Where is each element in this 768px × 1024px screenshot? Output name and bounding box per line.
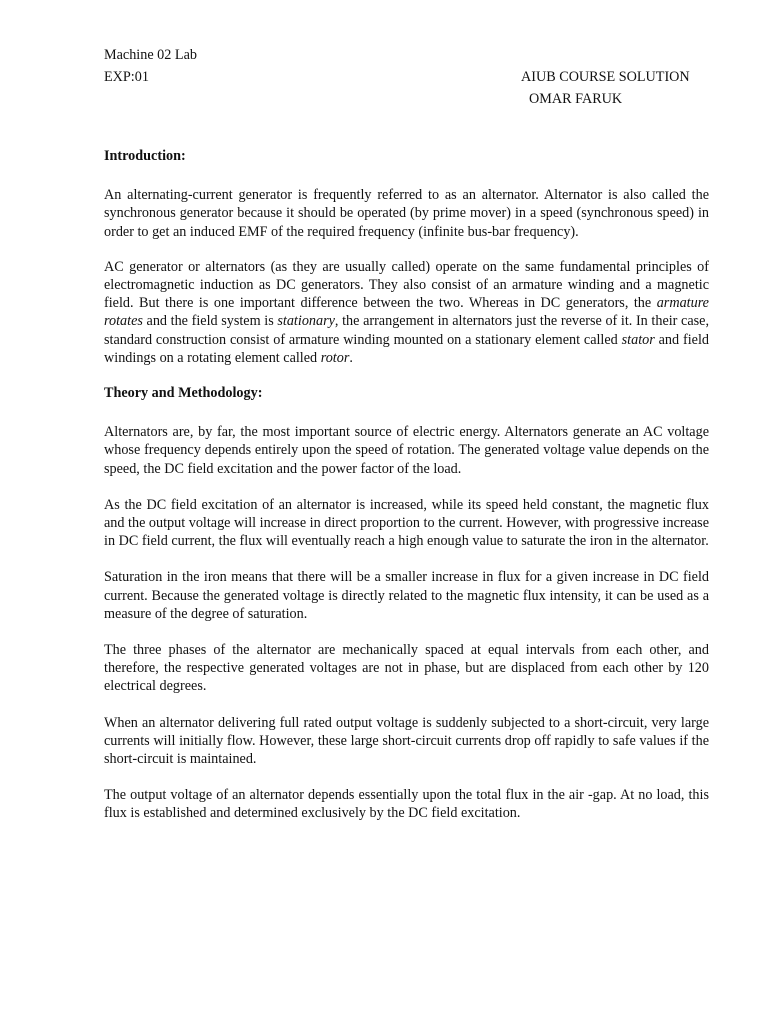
author-name: OMAR FARUK [529, 91, 623, 107]
introduction-paragraph-2 [104, 258, 709, 367]
theory-paragraph-5: When an alternator delivering full rated output voltage is suddenly subjected to a short-circuit, very large currents will initially flow. However, these large short-circuit currents drop off rapidly to safe values if the short-circuit is maintained. [104, 714, 709, 768]
emphasis-rotor: rotor [320, 349, 350, 366]
theory-paragraph-6: The output voltage of an alternator depends essentially upon the total flux in the air -gap. At no load, this flux is established and determined exclusively by the DC field excitation. [104, 787, 709, 822]
paragraph-text: AC generator or alternators (as they are usually called) operate on the same fundamental principles of electromagnetic induction as DC generators. They also consist of an armature winding and a magnetic field. But there is one important difference between the two. Whereas in DC generators, the [104, 258, 709, 312]
paragraph-text: . [349, 349, 353, 366]
theory-paragraph-2: As the DC field excitation of an alternator is increased, while its speed held constant, the magnetic flux and the output voltage will increase in direct proportion to the current. However, with progressive increase in DC field current, the flux will eventually reach a high enough value to saturate the iron in the alternator. [104, 496, 709, 550]
course-label: AIUB COURSE SOLUTION [521, 69, 690, 85]
theory-heading: Theory and Methodology: [104, 385, 263, 402]
paragraph-text: , the arrangement in alternators just the reverse of it. In their case, standard construction consist of armature winding mounted on a stationary element called [104, 313, 709, 348]
document-body [104, 147, 709, 823]
theory-paragraph-1: Alternators are, by far, the most important source of electric energy. Alternators generate an AC voltage whose frequency depends entirely upon the speed of rotation. The generated voltage value depends on the speed, the DC field excitation and the power factor of the load. [104, 424, 709, 477]
document-title: Machine 02 Lab [104, 47, 197, 63]
paragraph-text: and field windings on a rotating element called [104, 331, 709, 366]
emphasis-stator: stator [621, 331, 655, 348]
introduction-heading: Introduction: [104, 148, 186, 164]
experiment-number: EXP:01 [104, 69, 149, 85]
theory-paragraph-4: The three phases of the alternator are mechanically spaced at equal intervals from each other, and therefore, the respective generated voltages are not in phase, but are displaced from each other by 120 electrical degrees. [104, 642, 709, 695]
introduction-paragraph-1: An alternating-current generator is frequently referred to as an alternator. Alternator is also called the synchronous generator because it should be operated (by prime mover) in a speed (synchronous speed) in order to get an induced EMF of the required frequency (infinite bus-bar frequency). [104, 187, 709, 240]
theory-paragraph-3: Saturation in the iron means that there will be a smaller increase in flux for a given increase in DC field current. Because the generated voltage is directly related to the magnetic flux intensity, it can be used as a measure of the degree of saturation. [104, 569, 709, 622]
paragraph-text: and the field system is [142, 313, 278, 330]
emphasis-armature-rotates: armature rotates [104, 295, 709, 330]
emphasis-stationary: stationary [277, 313, 335, 330]
